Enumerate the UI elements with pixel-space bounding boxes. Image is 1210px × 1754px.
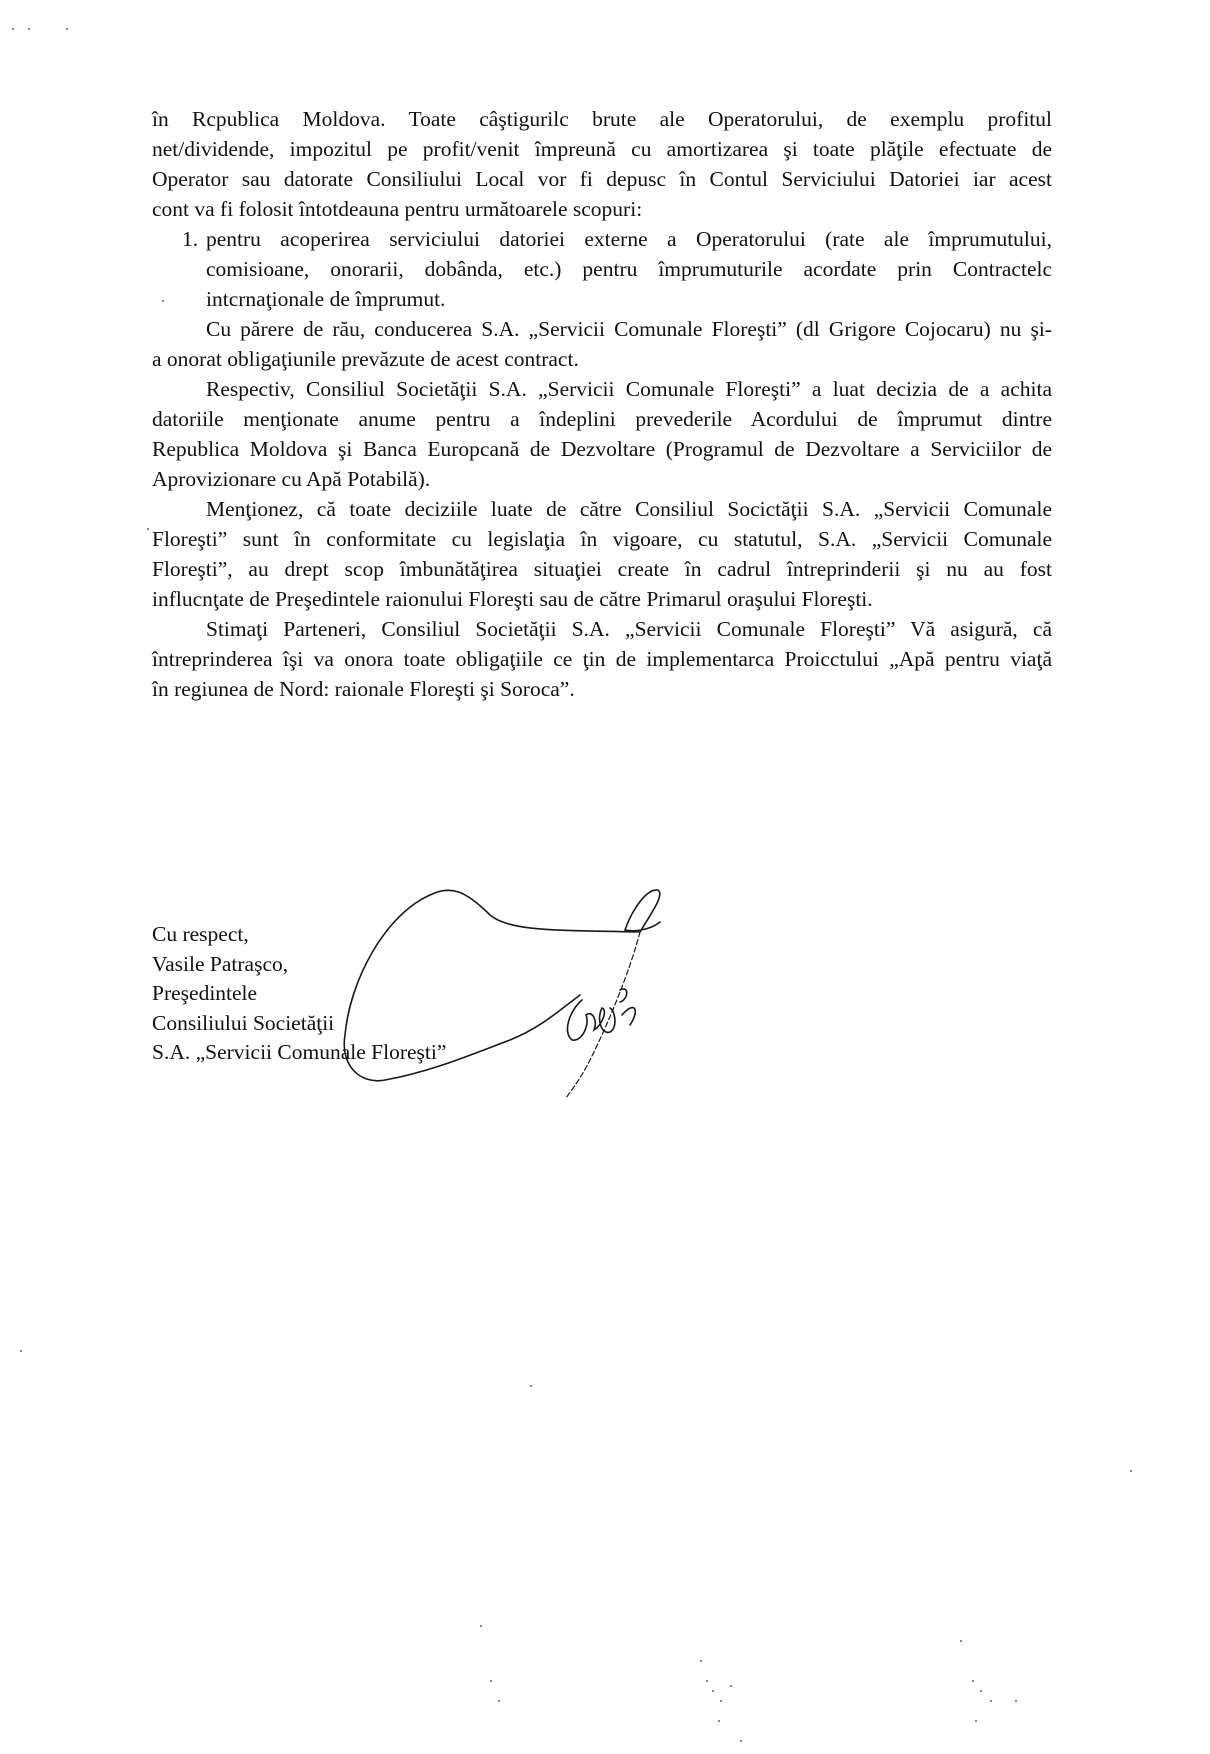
- list-item-text: pentru acoperirea serviciului datoriei externe a Operatorului (rate ale împrumutului,: [206, 227, 1052, 251]
- text-line: influcnţate de Preşedintele raionului Floreşti sau de către Primarul oraşului Floreşti.: [152, 587, 873, 611]
- signatory-name: Vasile Patraşco,: [152, 951, 289, 976]
- text-line: întreprinderea îşi va onora toate obligaţiile ce ţin de implementarca Proicctului „Apă pentru viaţă: [152, 647, 1052, 671]
- text-line: a onorat obligaţiunile prevăzute de acest contract.: [152, 347, 579, 371]
- paragraph: [152, 104, 1052, 224]
- text-line: Operator sau datorate Consiliului Local vor fi depusc în Contul Serviciului Datoriei iar acest: [152, 167, 1052, 191]
- closing-salutation: Cu respect,: [152, 922, 249, 946]
- text-line: datoriile menţionate anume pentru a îndeplini prevederile Acordului de împrumut dintre: [152, 407, 1052, 431]
- signature-stroke: [566, 932, 640, 1098]
- text-line: în regiunea de Nord: raionale Floreşti şi Soroca”.: [152, 677, 575, 701]
- numbered-list: [152, 224, 1052, 314]
- text-line: în Rcpublica Moldova. Toate câştigurilc brute ale Operatorului, de exemplu profitul: [152, 107, 1052, 131]
- paragraph: [152, 374, 1052, 494]
- text-line: Floreşti” sunt în conformitate cu legislaţia în vigoare, cu statutul, S.A. „Servicii Comunale: [152, 527, 1052, 551]
- list-item-line: [152, 224, 1052, 254]
- text-line: Cu părere de rău, conducerea S.A. „Servicii Comunale Floreşti” (dl Grigore Cojocaru) nu şi-: [206, 317, 1052, 341]
- list-item-line: comisioane, onorarii, dobânda, etc.) pentru împrumuturile acordate prin Contractelc: [206, 257, 1052, 281]
- text-line: Republica Moldova şi Banca Europcană de Dezvoltare (Programul de Dezvoltare a Serviciilor de: [152, 437, 1052, 461]
- text-line: Respectiv, Consiliul Societăţii S.A. „Servicii Comunale Floreşti” a luat decizia de a achita: [206, 377, 1052, 401]
- text-line: Menţionez, că toate deciziile luate de către Consiliul Socictăţii S.A. „Servicii Comunale: [206, 497, 1052, 521]
- signature-loop: [344, 890, 640, 1081]
- text-line: Aprovizionare cu Apă Potabilă).: [152, 467, 431, 491]
- letter-body: [152, 104, 1052, 704]
- handwritten-signature: [340, 860, 730, 1100]
- signatory-title: Consiliului Societăţii: [152, 1010, 335, 1035]
- signature-flourish: [625, 890, 660, 932]
- paragraph: [152, 614, 1052, 704]
- text-line: net/dividende, impozitul pe profit/venit împreună cu amortizarea şi toate plăţile efectuate de: [152, 137, 1052, 161]
- text-line: cont va fi folosit întotdeauna pentru următoarele scopuri:: [152, 197, 643, 221]
- paragraph: [152, 494, 1052, 614]
- text-line: Stimaţi Parteneri, Consiliul Societăţii S.A. „Servicii Comunale Floreşti” Vă asigură, că: [206, 617, 1052, 641]
- list-item-line: intcrnaţionale de împrumut.: [206, 287, 446, 311]
- list-number: 1.: [182, 227, 199, 251]
- text-line: Floreşti”, au drept scop îmbunătăţirea situaţiei create în cadrul întreprinderii şi nu au fost: [152, 557, 1052, 581]
- paragraph: [152, 314, 1052, 374]
- signatory-organization: S.A. „Servicii Comunale Floreşti”: [152, 1040, 447, 1064]
- signatory-title: Preşedintele: [152, 981, 258, 1005]
